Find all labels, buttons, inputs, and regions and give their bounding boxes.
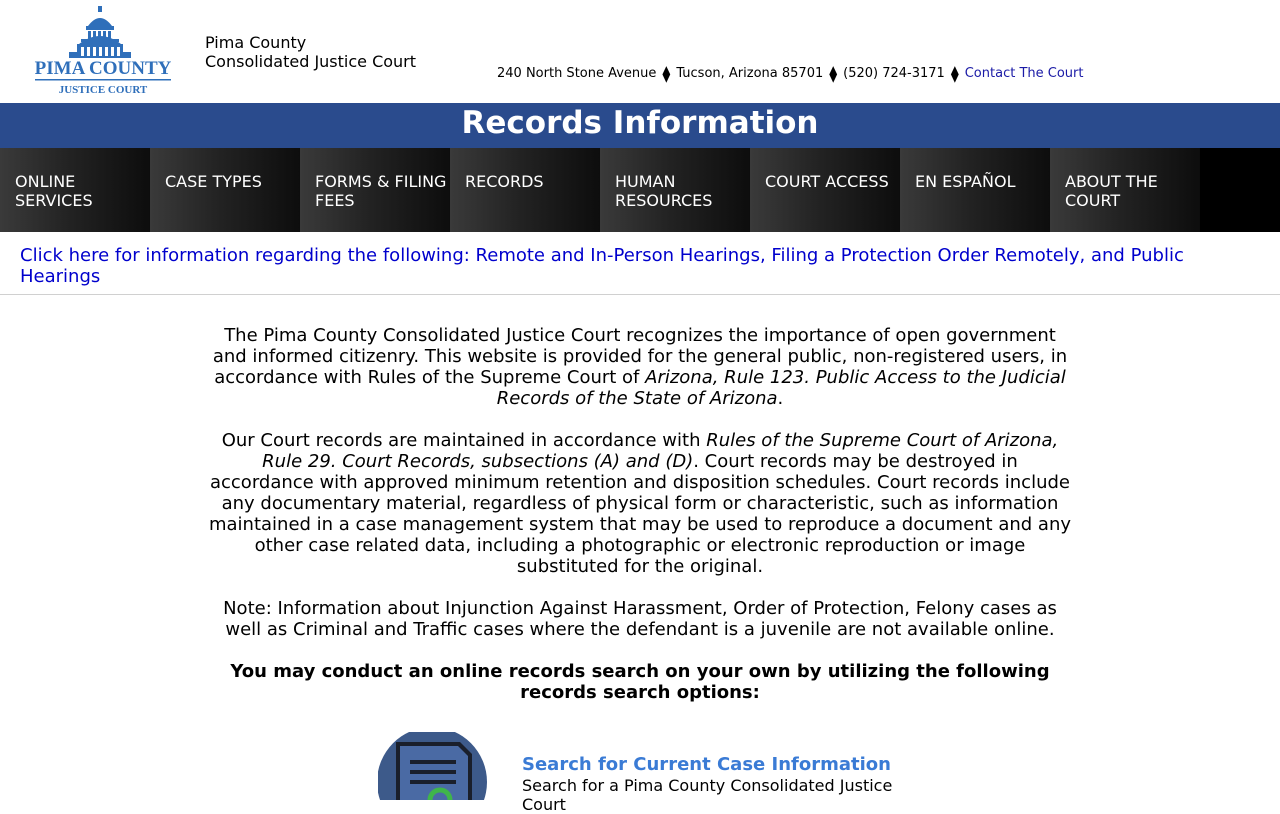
court-name-line2: Consolidated Justice Court — [205, 52, 417, 71]
nav-court-access[interactable]: COURT ACCESS — [750, 148, 900, 232]
contact-line — [497, 64, 1083, 83]
pima-county-logo[interactable] — [33, 6, 173, 98]
hearings-info-link[interactable]: Click here for information regarding the following: Remote and In-Person Hearings, Filing a Protection Order Remotely, and Public Hearings — [20, 245, 1184, 287]
contact-the-court-link[interactable]: Contact The Court — [964, 66, 1084, 81]
page-title: Records Information — [0, 103, 1280, 148]
court-name-line1: Pima County — [205, 33, 307, 52]
search-current-case-description: Search for a Pima County Consolidated Justice Court — [522, 776, 893, 814]
notice-banner — [0, 233, 1280, 295]
search-current-case-link[interactable]: Search for Current Case Information — [522, 754, 891, 775]
city: Tucson, Arizona 85701 — [676, 66, 824, 81]
nav-about-the-court[interactable]: ABOUT THE COURT — [1050, 148, 1200, 232]
svg-text:JUSTICE COURT: JUSTICE COURT — [58, 84, 148, 96]
nav-records[interactable]: RECORDS — [450, 148, 600, 232]
paragraph-search-intro: You may conduct an online records search on your own by utilizing the following records search options: — [230, 661, 1050, 703]
p1-end: . — [777, 388, 784, 409]
search-option — [378, 732, 978, 814]
site-header — [0, 0, 1280, 103]
court-name — [205, 33, 416, 71]
separator-icon: ⧫ — [662, 64, 671, 83]
nav-human-resources[interactable]: HUMAN RESOURCES — [600, 148, 750, 232]
paragraph-note: Note: Information about Injunction Against Harassment, Order of Protection, Felony cases as well as Criminal and Traffic cases where the defendant is a juvenile are not available online. — [223, 598, 1057, 640]
records-content — [208, 325, 1072, 703]
address: 240 North Stone Avenue — [497, 66, 657, 81]
main-nav — [0, 148, 1280, 232]
paragraph-records-maintained — [208, 430, 1072, 577]
separator-icon: ⧫ — [829, 64, 838, 83]
document-search-icon[interactable] — [378, 732, 490, 800]
nav-forms-filing-fees[interactable]: FORMS & FILING FEES — [300, 148, 450, 232]
p1-rule-citation: Arizona, Rule 123. Public Access to the Judicial Records of the State of Arizona — [496, 367, 1066, 409]
nav-case-types[interactable]: CASE TYPES — [150, 148, 300, 232]
separator-icon: ⧫ — [950, 64, 959, 83]
nav-online-services[interactable]: ONLINE SERVICES — [0, 148, 150, 232]
p2-text: Our Court records are maintained in accordance with — [221, 430, 707, 451]
p1-text: The Pima County Consolidated Justice Court recognizes the importance of open government and informed citizenry. This website is provided for the general public, non-registered users, in accordance with Rules of the Supreme Court of — [212, 325, 1068, 388]
svg-text:PIMA COUNTY: PIMA COUNTY — [34, 58, 172, 79]
nav-en-espanol[interactable]: EN ESPAÑOL — [900, 148, 1050, 232]
phone: (520) 724-3171 — [843, 66, 945, 81]
p2-rule-citation: Rules of the Supreme Court of Arizona, Rule 29. Court Records, subsections (A) and (D) — [262, 430, 1059, 472]
paragraph-open-government — [208, 325, 1072, 409]
p2-end: . Court records may be destroyed in accordance with approved minimum retention and disposition schedules. Court records include any documentary material, regardless of physical form or characteristic, such as information maintained in a case management system that may be used to reproduce a document and any other case related data, including a photographic or electronic reproduction or image substituted for the original. — [208, 451, 1072, 577]
